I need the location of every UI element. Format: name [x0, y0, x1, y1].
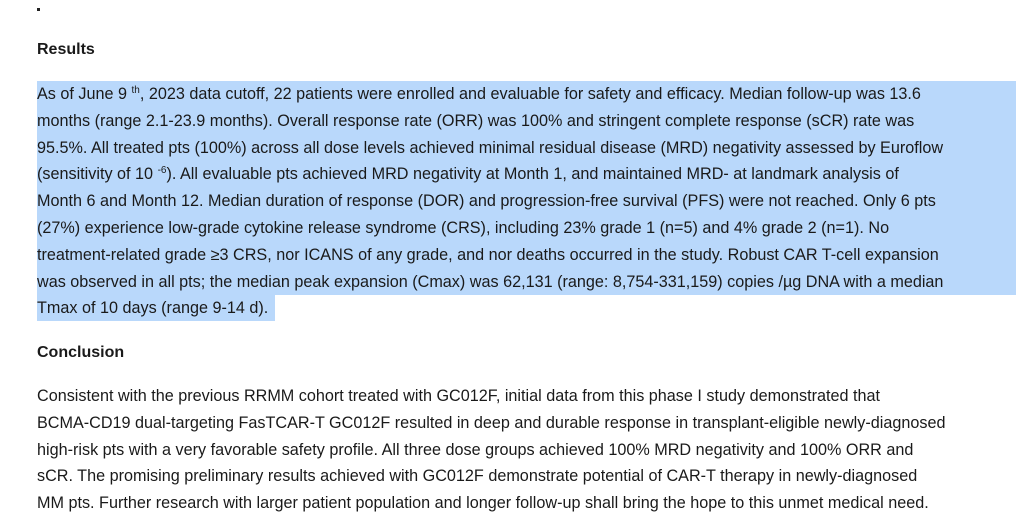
- results-line: 95.5%. All treated pts (100%) across all dose levels achieved minimal residual disease (MRD) negativity assessed by Euroflow: [37, 138, 944, 157]
- conclusion-heading: Conclusion: [37, 344, 125, 361]
- bullet-dot: [37, 8, 40, 11]
- conclusion-paragraph[interactable]: [37, 383, 1022, 517]
- conclusion-line: BCMA-CD19 dual-targeting FasTCAR-T GC012F resulted in deep and durable response in transplant-eligible newly-diagnosed: [37, 413, 946, 432]
- results-line: was observed in all pts; the median peak expansion (Cmax) was 62,131 (range: 8,754-331,159) copies /µg DNA with a median: [37, 272, 944, 291]
- results-heading: Results: [37, 41, 95, 58]
- conclusion-line: high-risk pts with a very favorable safety profile. All three dose groups achieved 100% MRD negativity and 100% ORR and: [37, 440, 914, 459]
- conclusion-line: sCR. The promising preliminary results achieved with GC012F demonstrate potential of CAR-T therapy in newly-diagnosed: [37, 467, 918, 486]
- results-line: months (range 2.1-23.9 months). Overall response rate (ORR) was 100% and stringent complete response (sCR) rate was: [37, 111, 915, 130]
- conclusion-line: MM pts. Further research with larger patient population and longer follow-up shall bring the hope to this unmet medical need.: [37, 494, 929, 513]
- results-line: (27%) experience low-grade cytokine release syndrome (CRS), including 23% grade 1 (n=5) and 4% grade 2 (n=1). No: [37, 218, 890, 237]
- results-line: (sensitivity of 10 $^{-6}$). All evaluable pts achieved MRD negativity at Month 1, and maintained MRD- at landmark analysis of: [37, 165, 899, 184]
- results-paragraph[interactable]: [37, 81, 1022, 322]
- results-line: Month 6 and Month 12. Median duration of response (DOR) and progression-free survival (PFS) were not reached. Only 6 pts: [37, 192, 936, 211]
- results-line: As of June 9 $^{th}$, 2023 data cutoff, 22 patients were enrolled and evaluable for safety and efficacy. Median follow-up was 13.6: [37, 85, 921, 103]
- conclusion-line: Consistent with the previous RRMM cohort treated with GC012F, initial data from this phase I study demonstrated that: [37, 387, 881, 405]
- results-line: treatment-related grade ≥3 CRS, nor ICANS of any grade, and nor deaths occurred in the study. Robust CAR T-cell expansion: [37, 245, 939, 264]
- results-line: Tmax of 10 days (range 9-14 d).: [37, 299, 269, 318]
